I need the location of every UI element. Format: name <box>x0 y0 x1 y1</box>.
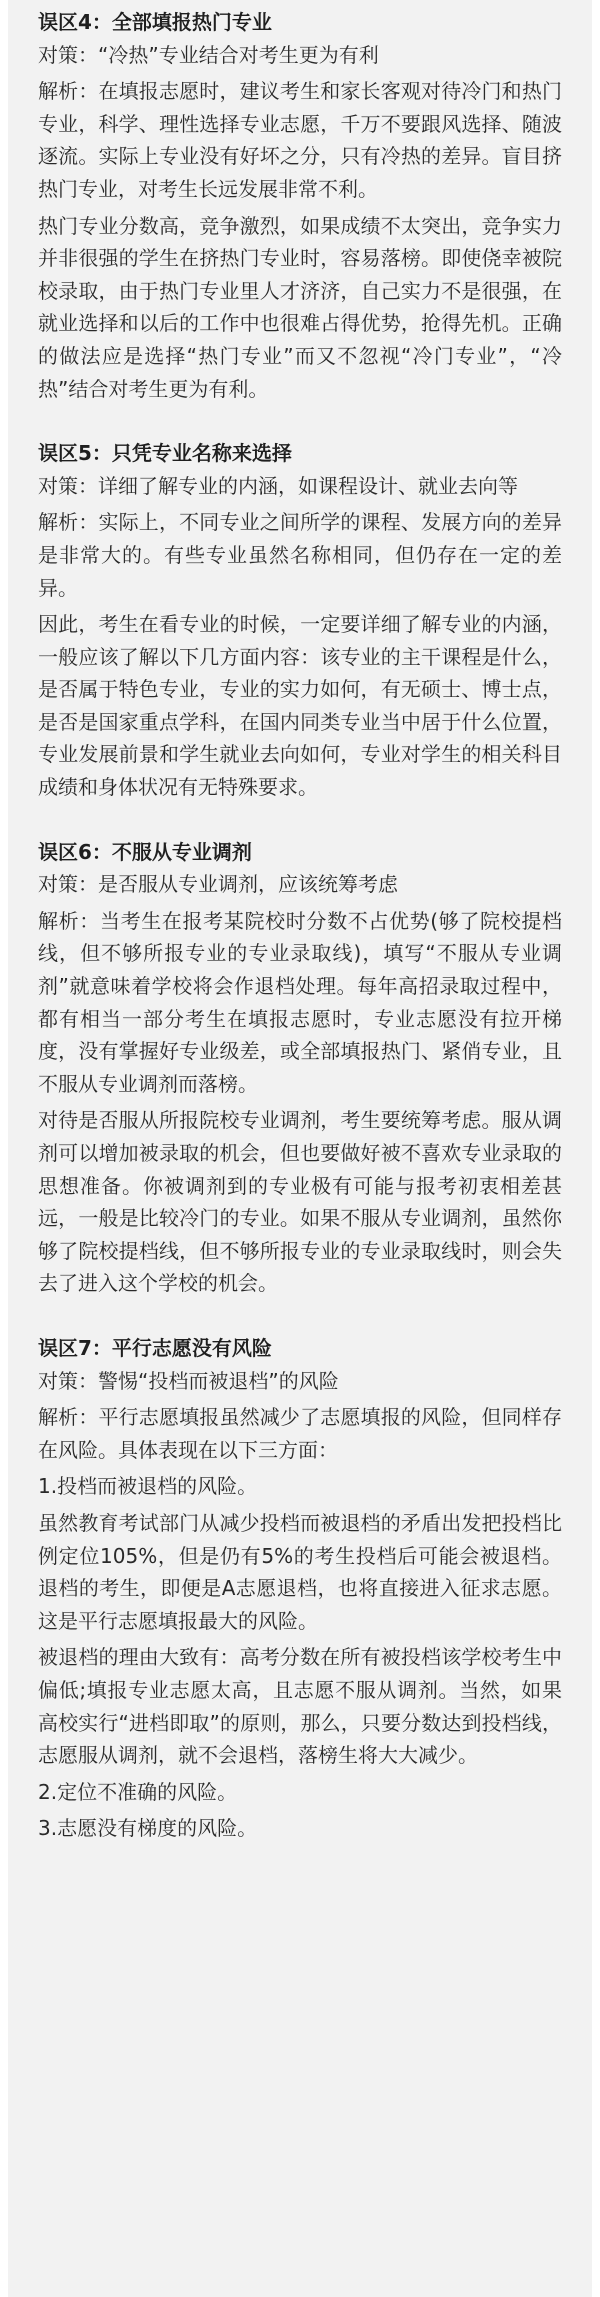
body-paragraph: 虽然教育考试部门从减少投档而被退档的矛盾出发把投档比例定位105%，但是仍有5%的考生投档后可能会被退档。退档的考生，即便是A志愿退档，也将直接进入征求志愿。这是平行志愿填报最大的风险。 <box>38 1510 562 1633</box>
strategy-line: 对策：是否服从专业调剂，应该统筹考虑 <box>38 872 398 897</box>
article-page <box>8 0 592 2297</box>
body-paragraph: 对待是否服从所报院校专业调剂，考生要统筹考虑。服从调剂可以增加被录取的机会，但也要做好被不喜欢专业录取的思想准备。你被调剂到的专业极有可能与报考初衷相差甚远，一般是比较冷门的专业。如果不服从专业调剂，虽然你够了院校提档线，但不够所报专业的专业录取线时，则会失去了进入这个学校的机会。 <box>38 1108 562 1296</box>
list-item-risk-1: 1.投档而被退档的风险。 <box>38 1474 258 1499</box>
strategy-line: 对策：警惕“投档而被退档”的风险 <box>38 1368 339 1393</box>
list-item-risk-2: 2.定位不准确的风险。 <box>38 1779 238 1804</box>
analysis-paragraph: 解析：在填报志愿时，建议考生和家长客观对待冷门和热门专业，科学、理性选择专业志愿，千万不要跟风选择、随波逐流。实际上专业没有好坏之分，只有冷热的差异。盲目挤热门专业，对考生长远发展非常不利。 <box>38 79 562 201</box>
analysis-paragraph: 解析：当考生在报考某院校时分数不占优势(够了院校提档线，但不够所报专业的专业录取线)，填写“不服从专业调剂”就意味着学校将会作退档处理。每年高招录取过程中，都有相当一部分考生在填报志愿时，专业志愿没有拉开梯度，没有掌握好专业级差，或全部填报热门、紧俏专业，且不服从专业调剂而落榜。 <box>38 908 562 1096</box>
strategy-line: 对策：详细了解专业的内涵，如课程设计、就业去向等 <box>38 473 518 498</box>
section-mistake-5 <box>38 437 562 804</box>
section-title: 误区6：不服从专业调剂 <box>38 839 252 864</box>
analysis-paragraph: 解析：平行志愿填报虽然减少了志愿填报的风险，但同样存在风险。具体表现在以下三方面： <box>38 1405 562 1462</box>
body-paragraph: 被退档的理由大致有：高考分数在所有被投档该学校考生中偏低;填报专业志愿太高，且志愿不服从调剂。当然，如果高校实行“进档即取”的原则，那么，只要分数达到投档线，志愿服从调剂，就不会退档，落榜生将大大减少。 <box>38 1645 562 1768</box>
section-title: 误区7：平行志愿没有风险 <box>38 1335 272 1360</box>
section-mistake-6 <box>38 836 562 1300</box>
strategy-line: 对策：“冷热”专业结合对考生更为有利 <box>38 42 379 67</box>
list-item-risk-3: 3.志愿没有梯度的风险。 <box>38 1816 258 1841</box>
body-paragraph: 因此，考生在看专业的时候，一定要详细了解专业的内涵，一般应该了解以下几方面内容：该专业的主干课程是什么，是否属于特色专业，专业的实力如何，有无硕士、博士点，是否是国家重点学科，在国内同类专业当中居于什么位置，专业发展前景和学生就业去向如何，专业对学生的相关科目成绩和身体状况有无特殊要求。 <box>38 612 562 800</box>
section-title: 误区5：只凭专业名称来选择 <box>38 441 292 466</box>
section-mistake-7 <box>38 1332 562 1845</box>
analysis-paragraph: 解析：实际上，不同专业之间所学的课程、发展方向的差异是非常大的。有些专业虽然名称相同，但仍存在一定的差异。 <box>38 510 562 600</box>
body-paragraph: 热门专业分数高，竞争激烈，如果成绩不太突出，竞争实力并非很强的学生在挤热门专业时，容易落榜。即使侥幸被院校录取，由于热门专业里人才济济，自己实力不是很强，在就业选择和以后的工作中也很难占得优势，抢得先机。正确的做法应是选择“热门专业”而又不忽视“冷门专业”，“冷热”结合对考生更为有利。 <box>38 213 562 401</box>
section-title: 误区4：全部填报热门专业 <box>38 10 272 34</box>
section-mistake-4 <box>38 6 562 405</box>
